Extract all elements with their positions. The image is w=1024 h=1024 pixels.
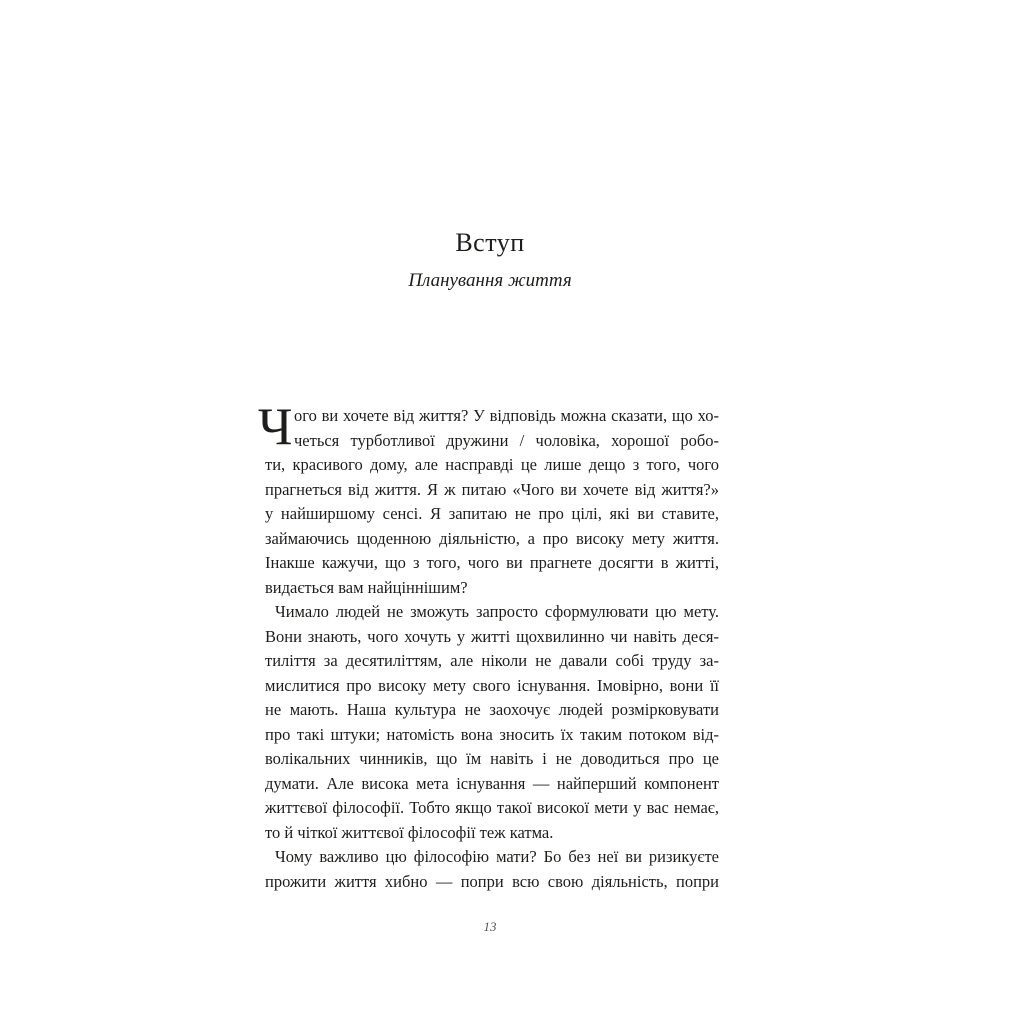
text-line: про такі штуки; натомість вона зносить їх таким потоком від- (265, 724, 719, 744)
text-line: життєвої філософії. Тобто якщо такої високої мети у вас немає, (265, 798, 719, 817)
chapter-title: Вступ (455, 228, 525, 257)
text-line: Чому важливо цю філософію мати? Бо без неї ви ризикуєте (275, 847, 719, 866)
body-text (258, 398, 719, 894)
text-line: не мають. Наша культура не заохочує людей розмірковувати (265, 700, 719, 719)
text-line: видається вам найціннішим? (265, 577, 468, 597)
text-line: Чимало людей не зможуть запросто сформулювати цю мету. (275, 602, 719, 621)
text-line: ти, красивого дому, але насправді це лише дещо з того, чого (265, 455, 719, 474)
text-line: прагнеться від життя. Я ж питаю «Чого ви хочете від життя?» (265, 479, 719, 499)
chapter-subtitle: Планування життя (408, 270, 572, 291)
page-number: 13 (483, 919, 497, 934)
text-line: Інакше кажучи, що з того, чого ви прагнете досягти в житті, (265, 553, 719, 572)
text-line: ого ви хочете від життя? У відповідь можна сказати, що хо- (294, 406, 719, 425)
text-line: четься турботливої дружини / чоловіка, хорошої робо- (294, 430, 719, 450)
text-line: волікальних чинників, що їм навіть і не доводиться про це (265, 749, 719, 768)
drop-cap: Ч (258, 398, 293, 456)
text-line: у найширшому сенсі. Я запитаю не про цілі, які ви ставите, (265, 504, 719, 523)
text-line: мислитися про високу мету свого існування. Імовірно, вони її (265, 675, 719, 695)
text-line: Вони знають, чого хочуть у житті щохвилинно чи навіть деся- (265, 626, 719, 646)
text-line: то й чіткої життєвої філософії теж катма. (265, 822, 554, 842)
text-line: прожити життя хибно — попри всю свою діяльність, попри (265, 871, 719, 891)
text-line: займаючись щоденною діяльністю, а про високу мету життя. (265, 528, 719, 548)
text-line: думати. Але висока мета існування — найперший компонент (265, 773, 719, 793)
text-line: тиліття за десятиліттям, але ніколи не давали собі труду за- (265, 651, 719, 670)
